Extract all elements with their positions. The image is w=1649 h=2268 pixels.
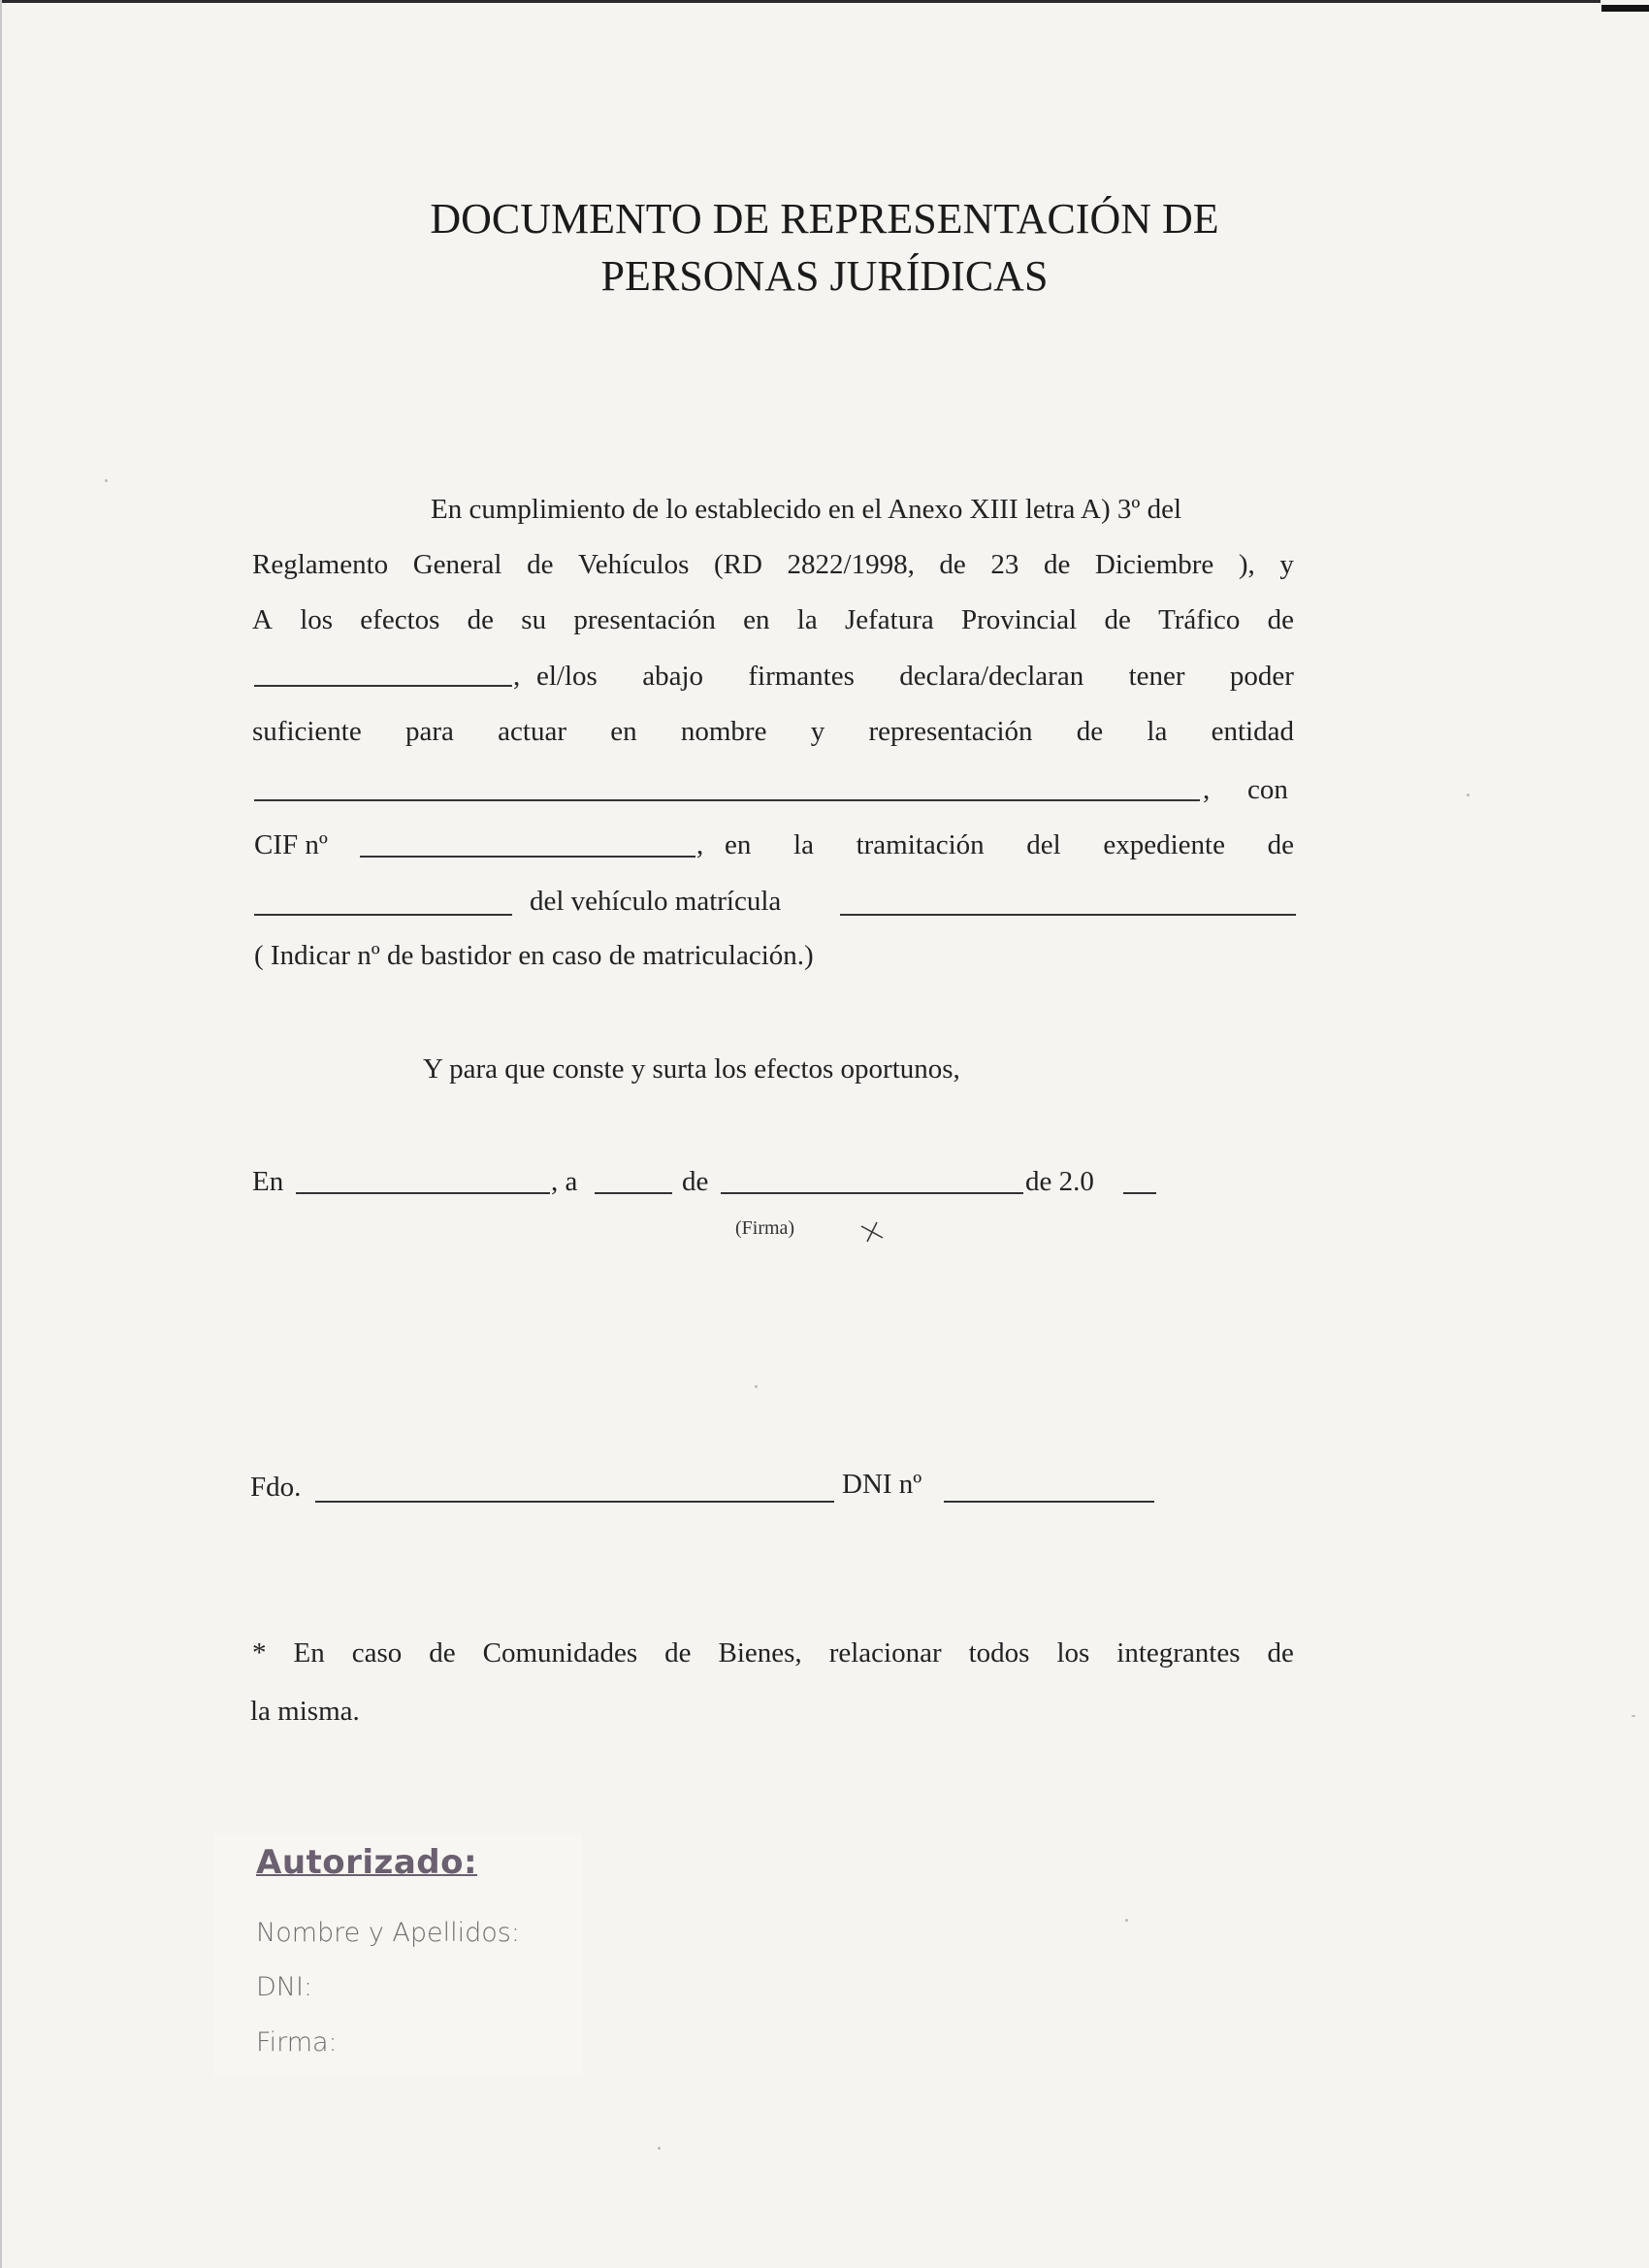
word: 23 bbox=[990, 549, 1019, 580]
word: en bbox=[743, 604, 770, 635]
word: nombre bbox=[680, 716, 767, 747]
word: caso bbox=[351, 1637, 403, 1669]
word: abajo bbox=[642, 661, 704, 692]
word: poder bbox=[1229, 661, 1294, 692]
procedure-blank[interactable] bbox=[254, 914, 512, 916]
date-a-label: , a bbox=[551, 1166, 578, 1197]
closing-sentence: Y para que conste y surta los efectos oportunos, bbox=[423, 1053, 960, 1085]
word: integrantes bbox=[1116, 1637, 1241, 1669]
scan-speck bbox=[1467, 794, 1470, 796]
word: Diciembre bbox=[1094, 549, 1214, 580]
authorized-signature-label: Firma: bbox=[256, 2027, 338, 2057]
word: entidad bbox=[1211, 716, 1294, 747]
document-title-line-2: PERSONAS JURÍDICAS bbox=[600, 252, 1049, 300]
authorized-name-label: Nombre y Apellidos: bbox=[256, 1918, 520, 1948]
word: suficiente bbox=[252, 716, 362, 747]
word: de bbox=[467, 604, 495, 635]
word: de bbox=[1267, 604, 1294, 635]
word: de bbox=[1043, 549, 1071, 580]
word: A bbox=[252, 604, 273, 635]
word: y bbox=[1279, 549, 1294, 580]
dni-blank[interactable] bbox=[944, 1501, 1154, 1503]
word: 2822/1998, bbox=[787, 549, 915, 580]
paragraph-line-1: En cumplimiento de lo establecido en el Anexo XIII letra A) 3º del bbox=[431, 494, 1182, 525]
word: de bbox=[429, 1637, 456, 1669]
word: Comunidades bbox=[482, 1637, 638, 1669]
dni-label: DNI nº bbox=[842, 1469, 922, 1500]
paragraph-line-7 bbox=[725, 827, 1294, 862]
comma: , bbox=[513, 661, 521, 692]
word: la bbox=[1147, 716, 1168, 747]
word: todos bbox=[968, 1637, 1030, 1669]
vehicle-plate-blank[interactable] bbox=[840, 914, 1296, 916]
vehicle-plate-label: del vehículo matrícula bbox=[530, 886, 782, 917]
entity-name-blank[interactable] bbox=[254, 799, 1200, 801]
province-blank[interactable] bbox=[254, 685, 512, 687]
word: de bbox=[1076, 716, 1104, 747]
word: Tráfico bbox=[1158, 604, 1241, 635]
word: en bbox=[725, 829, 752, 860]
word: la bbox=[796, 604, 818, 635]
word: Vehículos bbox=[578, 549, 690, 580]
word: relacionar bbox=[828, 1637, 942, 1669]
date-place-label: En bbox=[252, 1166, 284, 1197]
word: para bbox=[404, 716, 454, 747]
date-year-label: de 2.0 bbox=[1025, 1166, 1094, 1197]
cif-label: CIF nº bbox=[254, 829, 328, 860]
authorized-title: Autorizado: bbox=[256, 1843, 478, 1882]
scan-speck bbox=[658, 2147, 661, 2150]
footnote-line-1 bbox=[252, 1636, 1294, 1670]
date-de-label: de bbox=[682, 1166, 709, 1197]
word: Reglamento bbox=[252, 549, 389, 580]
word: los bbox=[300, 604, 334, 635]
word: y bbox=[810, 716, 825, 747]
scan-speck bbox=[755, 1385, 758, 1388]
signature-caption: (Firma) bbox=[735, 1217, 795, 1239]
word: Provincial bbox=[960, 604, 1078, 635]
signed-by-label: Fdo. bbox=[250, 1472, 302, 1503]
word: el/los bbox=[536, 661, 598, 692]
chassis-note: ( Indicar nº de bastidor en caso de matriculación.) bbox=[254, 940, 814, 971]
word: firmantes bbox=[748, 661, 855, 692]
paragraph-line-4 bbox=[536, 659, 1294, 694]
word: actuar bbox=[498, 716, 566, 747]
word: de bbox=[1104, 604, 1131, 635]
word: de bbox=[527, 549, 554, 580]
paragraph-line-3 bbox=[252, 602, 1294, 637]
word: presentación bbox=[573, 604, 716, 635]
word: En bbox=[293, 1637, 325, 1669]
signed-by-blank[interactable] bbox=[315, 1501, 834, 1503]
word: tener bbox=[1128, 661, 1185, 692]
word: con bbox=[1247, 774, 1288, 805]
authorized-dni-label: DNI: bbox=[256, 1972, 313, 2002]
date-month-blank[interactable] bbox=[721, 1192, 1023, 1194]
paragraph-line-5 bbox=[252, 714, 1294, 749]
word: de bbox=[1267, 829, 1294, 860]
word: ), bbox=[1238, 549, 1255, 580]
cif-blank[interactable] bbox=[360, 856, 695, 858]
document-title-line-1: DOCUMENTO DE REPRESENTACIÓN DE bbox=[430, 195, 1219, 243]
scan-edge-left bbox=[0, 0, 2, 2268]
word: Jefatura bbox=[844, 604, 934, 635]
word: efectos bbox=[360, 604, 440, 635]
signature-cross-mark bbox=[859, 1218, 885, 1244]
word: la bbox=[793, 829, 814, 860]
scan-edge-top bbox=[0, 0, 1600, 3]
comma: , bbox=[1203, 774, 1211, 805]
word: los bbox=[1056, 1637, 1090, 1669]
date-year-blank[interactable] bbox=[1123, 1192, 1156, 1194]
word: tramitación bbox=[856, 829, 985, 860]
word: de bbox=[664, 1637, 692, 1669]
word: expediente bbox=[1103, 829, 1225, 860]
word: su bbox=[521, 604, 547, 635]
paragraph-line-2 bbox=[252, 547, 1294, 582]
word: declara/declaran bbox=[899, 661, 1084, 692]
word: * bbox=[252, 1637, 267, 1669]
scan-edge-top-right bbox=[1601, 5, 1649, 12]
date-place-blank[interactable] bbox=[296, 1192, 550, 1194]
comma: , bbox=[696, 829, 704, 860]
word: (RD bbox=[713, 549, 762, 580]
word: en bbox=[610, 716, 637, 747]
word: de bbox=[939, 549, 966, 580]
word: del bbox=[1026, 829, 1061, 860]
word: de bbox=[1267, 1637, 1294, 1669]
word: representación bbox=[868, 716, 1033, 747]
scan-speck bbox=[105, 479, 108, 482]
scan-speck bbox=[1125, 1919, 1128, 1922]
date-day-blank[interactable] bbox=[595, 1192, 672, 1194]
footnote-line-2: la misma. bbox=[250, 1696, 360, 1727]
scan-speck bbox=[1632, 1715, 1635, 1717]
word: Bienes, bbox=[718, 1637, 802, 1669]
word: General bbox=[412, 549, 502, 580]
